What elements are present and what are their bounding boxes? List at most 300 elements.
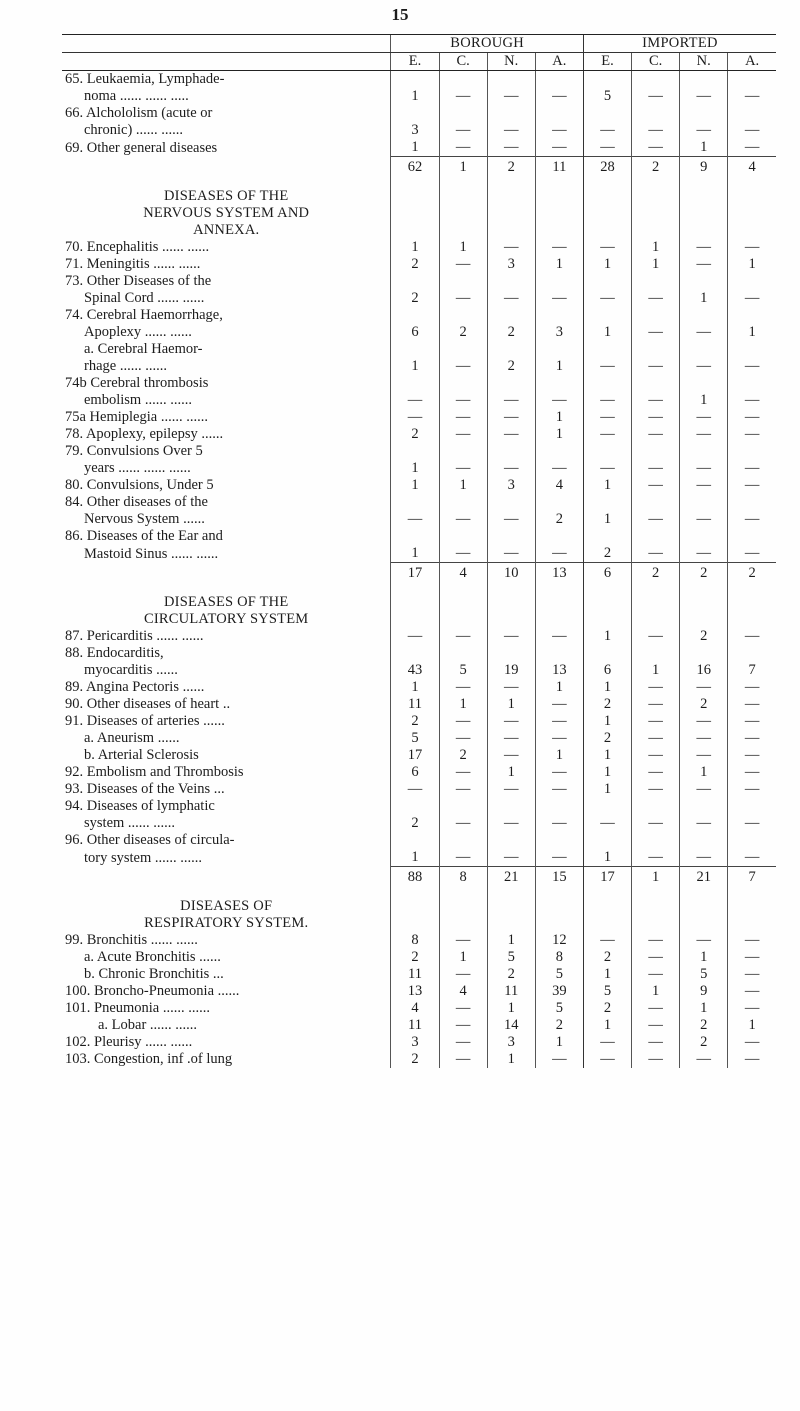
cell-imported-c: — bbox=[632, 949, 680, 966]
cell-borough-n: 2 bbox=[487, 324, 535, 341]
cell-imported-c: — bbox=[632, 511, 680, 528]
cell-borough-e: 3 bbox=[391, 122, 439, 139]
cell-imported-e: 1 bbox=[583, 511, 631, 528]
cell-imported-a: — bbox=[728, 409, 776, 426]
row-label: 87. Pericarditis ...... ...... bbox=[65, 628, 204, 644]
row-label: 70. Encephalitis ...... ...... bbox=[65, 239, 210, 255]
cell-imported-c: — bbox=[632, 713, 680, 730]
cell-borough-c: — bbox=[439, 628, 487, 645]
cell-imported-c: — bbox=[632, 426, 680, 443]
cell-imported-a: — bbox=[728, 88, 776, 105]
cell-imported-e: 1 bbox=[583, 966, 631, 983]
cell-borough-n: 1 bbox=[487, 1000, 535, 1017]
table-row bbox=[62, 307, 776, 324]
cell-borough-a: 1 bbox=[535, 426, 583, 443]
row-label: 100. Broncho-Pneumonia ...... bbox=[65, 983, 240, 999]
table-row bbox=[62, 494, 776, 511]
column-header-imported-n: N. bbox=[680, 53, 728, 71]
cell-imported-n: 1 bbox=[680, 290, 728, 307]
section-heading-row bbox=[62, 915, 776, 932]
cell-imported-e: — bbox=[583, 290, 631, 307]
cell-borough-n: — bbox=[487, 545, 535, 563]
cell-imported-e: 2 bbox=[583, 545, 631, 563]
table-row bbox=[62, 105, 776, 122]
row-label: 65. Leukaemia, Lymphade- bbox=[65, 71, 225, 87]
cell-borough-n: 19 bbox=[487, 662, 535, 679]
cell-borough-a: 1 bbox=[535, 747, 583, 764]
cell-borough-c: — bbox=[439, 781, 487, 798]
cell-imported-n: — bbox=[680, 815, 728, 832]
table-row bbox=[62, 324, 776, 341]
cell-imported-a: — bbox=[728, 239, 776, 256]
row-label: a. Acute Bronchitis ...... bbox=[84, 949, 221, 965]
cell-imported-c: 1 bbox=[632, 983, 680, 1000]
cell-borough-e: 6 bbox=[391, 764, 439, 781]
section-heading-row bbox=[62, 222, 776, 239]
spacer-row bbox=[62, 888, 776, 898]
cell-borough-n: — bbox=[487, 730, 535, 747]
cell-borough-c: 2 bbox=[439, 747, 487, 764]
cell-borough-c: 1 bbox=[439, 696, 487, 713]
row-label: tory system ...... ...... bbox=[84, 849, 203, 866]
cell-borough-c: 1 bbox=[439, 477, 487, 494]
cell-borough-e: 1 bbox=[391, 460, 439, 477]
page-number: 15 bbox=[391, 5, 409, 24]
section-heading: ANNEXA. bbox=[193, 222, 260, 238]
column-header-borough-a: A. bbox=[535, 53, 583, 71]
cell-borough-n: — bbox=[487, 747, 535, 764]
cell-imported-e: — bbox=[583, 139, 631, 157]
cell-imported-c: — bbox=[632, 1000, 680, 1017]
cell-borough-a: — bbox=[535, 139, 583, 157]
cell-imported-c: — bbox=[632, 139, 680, 157]
cell-borough-n: 10 bbox=[487, 563, 535, 585]
cell-imported-a: — bbox=[728, 139, 776, 157]
table-row bbox=[62, 477, 776, 494]
row-label: Nervous System ...... bbox=[84, 511, 205, 527]
cell-borough-e: — bbox=[391, 409, 439, 426]
section-heading-row bbox=[62, 205, 776, 222]
mortality-table bbox=[62, 34, 776, 1068]
cell-imported-a: — bbox=[728, 983, 776, 1000]
cell-borough-c: — bbox=[439, 426, 487, 443]
cell-imported-a: — bbox=[728, 1051, 776, 1068]
table-row bbox=[62, 983, 776, 1000]
cell-imported-a: — bbox=[728, 511, 776, 528]
section-total-row bbox=[62, 563, 776, 585]
cell-borough-e: 1 bbox=[391, 545, 439, 563]
table-row bbox=[62, 341, 776, 358]
table-row bbox=[62, 747, 776, 764]
cell-borough-a: — bbox=[535, 290, 583, 307]
cell-borough-e: 2 bbox=[391, 815, 439, 832]
cell-borough-e: 62 bbox=[391, 157, 439, 179]
cell-imported-n: — bbox=[680, 1051, 728, 1068]
cell-borough-a: — bbox=[535, 122, 583, 139]
cell-imported-c: — bbox=[632, 747, 680, 764]
row-label: 99. Bronchitis ...... ...... bbox=[65, 932, 198, 948]
cell-borough-a: 11 bbox=[535, 157, 583, 179]
cell-imported-c: 2 bbox=[632, 157, 680, 179]
cell-imported-a: 4 bbox=[728, 157, 776, 179]
cell-imported-e: — bbox=[583, 460, 631, 477]
table-row bbox=[62, 528, 776, 545]
row-label: 93. Diseases of the Veins ... bbox=[65, 781, 225, 797]
spacer-row bbox=[62, 178, 776, 188]
cell-borough-n: — bbox=[487, 139, 535, 157]
cell-borough-c: — bbox=[439, 1000, 487, 1017]
cell-imported-c: — bbox=[632, 764, 680, 781]
cell-borough-e: 1 bbox=[391, 139, 439, 157]
cell-borough-n: — bbox=[487, 392, 535, 409]
cell-borough-n: — bbox=[487, 849, 535, 867]
cell-borough-c: — bbox=[439, 88, 487, 105]
cell-borough-a: — bbox=[535, 88, 583, 105]
cell-borough-c: 5 bbox=[439, 662, 487, 679]
table-row bbox=[62, 815, 776, 832]
cell-borough-c: — bbox=[439, 1017, 487, 1034]
cell-borough-n: — bbox=[487, 781, 535, 798]
cell-borough-e: — bbox=[391, 392, 439, 409]
row-label: 84. Other diseases of the bbox=[65, 494, 208, 510]
cell-borough-e: 3 bbox=[391, 1034, 439, 1051]
cell-borough-n: 1 bbox=[487, 1051, 535, 1068]
table-row bbox=[62, 545, 776, 563]
table-row bbox=[62, 1051, 776, 1068]
cell-borough-c: — bbox=[439, 460, 487, 477]
cell-borough-c: — bbox=[439, 764, 487, 781]
cell-imported-n: — bbox=[680, 477, 728, 494]
cell-borough-c: — bbox=[439, 679, 487, 696]
row-label: 74b Cerebral thrombosis bbox=[65, 375, 209, 391]
cell-borough-e: 1 bbox=[391, 88, 439, 105]
cell-imported-n: — bbox=[680, 256, 728, 273]
cell-borough-n: 5 bbox=[487, 949, 535, 966]
table-row bbox=[62, 932, 776, 949]
cell-imported-a: — bbox=[728, 713, 776, 730]
cell-imported-e: 2 bbox=[583, 696, 631, 713]
cell-imported-e: 1 bbox=[583, 747, 631, 764]
cell-borough-c: — bbox=[439, 122, 487, 139]
row-label: 75a Hemiplegia ...... ...... bbox=[65, 409, 208, 425]
section-total-row bbox=[62, 867, 776, 889]
cell-imported-a: — bbox=[728, 781, 776, 798]
cell-imported-e: 2 bbox=[583, 949, 631, 966]
cell-imported-e: — bbox=[583, 239, 631, 256]
cell-imported-e: 6 bbox=[583, 563, 631, 585]
row-label: 91. Diseases of arteries ...... bbox=[65, 713, 225, 729]
cell-imported-n: — bbox=[680, 849, 728, 867]
cell-imported-e: 1 bbox=[583, 849, 631, 867]
cell-imported-e: 1 bbox=[583, 324, 631, 341]
cell-borough-e: 2 bbox=[391, 426, 439, 443]
cell-borough-c: — bbox=[439, 713, 487, 730]
cell-imported-n: 9 bbox=[680, 157, 728, 179]
cell-borough-a: — bbox=[535, 815, 583, 832]
cell-borough-e: 17 bbox=[391, 747, 439, 764]
cell-imported-e: 1 bbox=[583, 1017, 631, 1034]
cell-borough-e: 8 bbox=[391, 932, 439, 949]
section-heading: DISEASES OF bbox=[180, 898, 273, 914]
cell-borough-c: 1 bbox=[439, 239, 487, 256]
cell-imported-n: 2 bbox=[680, 696, 728, 713]
cell-imported-e: — bbox=[583, 1034, 631, 1051]
row-label: a. Aneurism ...... bbox=[84, 730, 180, 746]
cell-borough-n: — bbox=[487, 628, 535, 645]
cell-imported-a: — bbox=[728, 477, 776, 494]
cell-borough-e: 1 bbox=[391, 358, 439, 375]
row-label: Mastoid Sinus ...... ...... bbox=[84, 545, 219, 562]
cell-imported-e: 1 bbox=[583, 628, 631, 645]
cell-imported-e: — bbox=[583, 409, 631, 426]
cell-borough-n: 2 bbox=[487, 157, 535, 179]
cell-borough-e: 43 bbox=[391, 662, 439, 679]
cell-imported-n: 2 bbox=[680, 1017, 728, 1034]
table-row bbox=[62, 139, 776, 157]
table-row bbox=[62, 966, 776, 983]
cell-borough-a: — bbox=[535, 628, 583, 645]
cell-imported-n: — bbox=[680, 747, 728, 764]
cell-imported-e: 6 bbox=[583, 662, 631, 679]
cell-borough-a: — bbox=[535, 1051, 583, 1068]
cell-borough-a: 4 bbox=[535, 477, 583, 494]
row-label: 102. Pleurisy ...... ...... bbox=[65, 1034, 193, 1050]
cell-borough-n: — bbox=[487, 460, 535, 477]
cell-borough-c: — bbox=[439, 730, 487, 747]
column-header-borough-c: C. bbox=[439, 53, 487, 71]
cell-imported-a: — bbox=[728, 949, 776, 966]
row-label: 73. Other Diseases of the bbox=[65, 273, 212, 289]
row-label: 78. Apoplexy, epilepsy ...... bbox=[65, 426, 224, 442]
cell-borough-e: 6 bbox=[391, 324, 439, 341]
cell-imported-a: 7 bbox=[728, 867, 776, 889]
cell-imported-c: 1 bbox=[632, 867, 680, 889]
cell-imported-c: — bbox=[632, 358, 680, 375]
cell-borough-n: 1 bbox=[487, 932, 535, 949]
cell-imported-n: 1 bbox=[680, 764, 728, 781]
cell-borough-a: — bbox=[535, 849, 583, 867]
cell-borough-a: 13 bbox=[535, 563, 583, 585]
section-heading-row bbox=[62, 594, 776, 611]
table-row bbox=[62, 730, 776, 747]
cell-imported-e: — bbox=[583, 426, 631, 443]
cell-borough-n: — bbox=[487, 239, 535, 256]
cell-borough-e: 17 bbox=[391, 563, 439, 585]
section-heading-row bbox=[62, 188, 776, 205]
row-label: Apoplexy ...... ...... bbox=[84, 324, 192, 340]
table-body bbox=[62, 71, 776, 1069]
row-label: 86. Diseases of the Ear and bbox=[65, 528, 223, 544]
table-row bbox=[62, 1000, 776, 1017]
cell-imported-e: 2 bbox=[583, 730, 631, 747]
cell-imported-a: — bbox=[728, 1034, 776, 1051]
header-spacer bbox=[62, 53, 391, 71]
cell-imported-n: 21 bbox=[680, 867, 728, 889]
cell-imported-c: — bbox=[632, 966, 680, 983]
cell-imported-c: — bbox=[632, 815, 680, 832]
cell-borough-n: — bbox=[487, 290, 535, 307]
row-label: b. Chronic Bronchitis ... bbox=[84, 966, 224, 982]
cell-imported-c: — bbox=[632, 409, 680, 426]
cell-borough-e: 11 bbox=[391, 966, 439, 983]
section-heading-row bbox=[62, 898, 776, 915]
table-row bbox=[62, 679, 776, 696]
cell-imported-n: — bbox=[680, 324, 728, 341]
cell-imported-a: 1 bbox=[728, 1017, 776, 1034]
group-header-imported: IMPORTED bbox=[583, 35, 776, 53]
section-heading: NERVOUS SYSTEM AND bbox=[143, 205, 310, 221]
cell-borough-a: 2 bbox=[535, 511, 583, 528]
row-label bbox=[62, 563, 391, 585]
cell-borough-e: 2 bbox=[391, 713, 439, 730]
column-header-imported-e: E. bbox=[583, 53, 631, 71]
cell-imported-a: — bbox=[728, 730, 776, 747]
section-total-row bbox=[62, 157, 776, 179]
cell-borough-c: — bbox=[439, 139, 487, 157]
cell-borough-n: — bbox=[487, 511, 535, 528]
cell-borough-c: — bbox=[439, 815, 487, 832]
cell-borough-c: — bbox=[439, 290, 487, 307]
row-label: 103. Congestion, inf .of lung bbox=[65, 1051, 233, 1067]
cell-imported-c: — bbox=[632, 324, 680, 341]
cell-borough-e: 2 bbox=[391, 949, 439, 966]
table-row bbox=[62, 949, 776, 966]
section-heading: CIRCULATORY SYSTEM bbox=[144, 611, 309, 627]
cell-imported-c: — bbox=[632, 628, 680, 645]
cell-imported-n: — bbox=[680, 932, 728, 949]
table-row bbox=[62, 290, 776, 307]
cell-borough-n: — bbox=[487, 815, 535, 832]
cell-imported-c: — bbox=[632, 781, 680, 798]
cell-imported-e: 17 bbox=[583, 867, 631, 889]
cell-imported-a: — bbox=[728, 628, 776, 645]
cell-borough-e: 1 bbox=[391, 477, 439, 494]
cell-imported-e: 1 bbox=[583, 713, 631, 730]
cell-borough-a: 1 bbox=[535, 409, 583, 426]
cell-imported-n: 2 bbox=[680, 628, 728, 645]
cell-imported-c: 1 bbox=[632, 662, 680, 679]
cell-imported-a: — bbox=[728, 747, 776, 764]
cell-imported-n: — bbox=[680, 679, 728, 696]
row-label: chronic) ...... ...... bbox=[84, 122, 184, 138]
row-label: b. Arterial Sclerosis bbox=[84, 747, 199, 763]
cell-borough-n: 14 bbox=[487, 1017, 535, 1034]
cell-borough-n: 1 bbox=[487, 696, 535, 713]
section-heading: DISEASES OF THE bbox=[164, 594, 289, 610]
cell-imported-c: — bbox=[632, 1051, 680, 1068]
cell-borough-e: 5 bbox=[391, 730, 439, 747]
cell-borough-n: 21 bbox=[487, 867, 535, 889]
cell-borough-c: — bbox=[439, 358, 487, 375]
cell-borough-n: — bbox=[487, 679, 535, 696]
cell-borough-n: 2 bbox=[487, 358, 535, 375]
cell-borough-a: — bbox=[535, 545, 583, 563]
row-label: Spinal Cord ...... ...... bbox=[84, 290, 205, 306]
cell-borough-a: 3 bbox=[535, 324, 583, 341]
cell-borough-a: — bbox=[535, 781, 583, 798]
cell-borough-a: 8 bbox=[535, 949, 583, 966]
cell-borough-n: — bbox=[487, 122, 535, 139]
cell-imported-n: 1 bbox=[680, 1000, 728, 1017]
cell-imported-e: 1 bbox=[583, 477, 631, 494]
cell-imported-e: — bbox=[583, 1051, 631, 1068]
cell-imported-c: — bbox=[632, 1034, 680, 1051]
cell-imported-n: 1 bbox=[680, 392, 728, 409]
cell-imported-c: — bbox=[632, 679, 680, 696]
row-label: 66. Alchololism (acute or bbox=[65, 105, 213, 121]
cell-borough-c: — bbox=[439, 409, 487, 426]
cell-borough-e: 88 bbox=[391, 867, 439, 889]
row-label: myocarditis ...... bbox=[84, 662, 178, 678]
table-row bbox=[62, 696, 776, 713]
cell-imported-a: — bbox=[728, 815, 776, 832]
cell-imported-n: — bbox=[680, 122, 728, 139]
cell-borough-a: — bbox=[535, 730, 583, 747]
cell-borough-c: 4 bbox=[439, 983, 487, 1000]
cell-imported-c: — bbox=[632, 932, 680, 949]
table-row bbox=[62, 832, 776, 849]
cell-imported-e: 2 bbox=[583, 1000, 631, 1017]
cell-borough-n: 3 bbox=[487, 1034, 535, 1051]
cell-borough-e: — bbox=[391, 511, 439, 528]
cell-imported-a: — bbox=[728, 545, 776, 563]
cell-imported-c: — bbox=[632, 1017, 680, 1034]
table-row bbox=[62, 71, 776, 89]
cell-borough-a: 1 bbox=[535, 679, 583, 696]
cell-borough-a: 5 bbox=[535, 966, 583, 983]
table-row bbox=[62, 122, 776, 139]
cell-borough-e: 13 bbox=[391, 983, 439, 1000]
cell-borough-n: 2 bbox=[487, 966, 535, 983]
cell-imported-n: 2 bbox=[680, 1034, 728, 1051]
cell-borough-n: 3 bbox=[487, 256, 535, 273]
cell-imported-n: 2 bbox=[680, 563, 728, 585]
section-heading: RESPIRATORY SYSTEM. bbox=[144, 915, 309, 931]
cell-borough-c: — bbox=[439, 392, 487, 409]
cell-borough-a: 1 bbox=[535, 256, 583, 273]
table-row bbox=[62, 239, 776, 256]
cell-imported-c: — bbox=[632, 477, 680, 494]
cell-borough-c: — bbox=[439, 545, 487, 563]
cell-imported-a: 1 bbox=[728, 256, 776, 273]
cell-imported-e: 28 bbox=[583, 157, 631, 179]
cell-imported-c: 1 bbox=[632, 239, 680, 256]
cell-borough-e: 1 bbox=[391, 849, 439, 867]
table-row bbox=[62, 358, 776, 375]
table-row bbox=[62, 781, 776, 798]
row-label: 79. Convulsions Over 5 bbox=[65, 443, 203, 459]
table-row bbox=[62, 713, 776, 730]
cell-imported-n: — bbox=[680, 713, 728, 730]
cell-borough-c: 2 bbox=[439, 324, 487, 341]
table-row bbox=[62, 511, 776, 528]
cell-imported-a: — bbox=[728, 122, 776, 139]
cell-imported-a: — bbox=[728, 392, 776, 409]
row-label: noma ...... ...... ..... bbox=[84, 88, 189, 104]
cell-borough-e: 2 bbox=[391, 256, 439, 273]
group-header-borough: BOROUGH bbox=[391, 35, 584, 53]
cell-imported-a: — bbox=[728, 849, 776, 867]
cell-borough-n: — bbox=[487, 88, 535, 105]
cell-imported-c: — bbox=[632, 696, 680, 713]
cell-borough-c: — bbox=[439, 849, 487, 867]
cell-borough-a: 13 bbox=[535, 662, 583, 679]
row-label: 89. Angina Pectoris ...... bbox=[65, 679, 205, 695]
cell-borough-c: — bbox=[439, 256, 487, 273]
cell-imported-n: 16 bbox=[680, 662, 728, 679]
cell-imported-c: — bbox=[632, 290, 680, 307]
cell-borough-c: 1 bbox=[439, 157, 487, 179]
